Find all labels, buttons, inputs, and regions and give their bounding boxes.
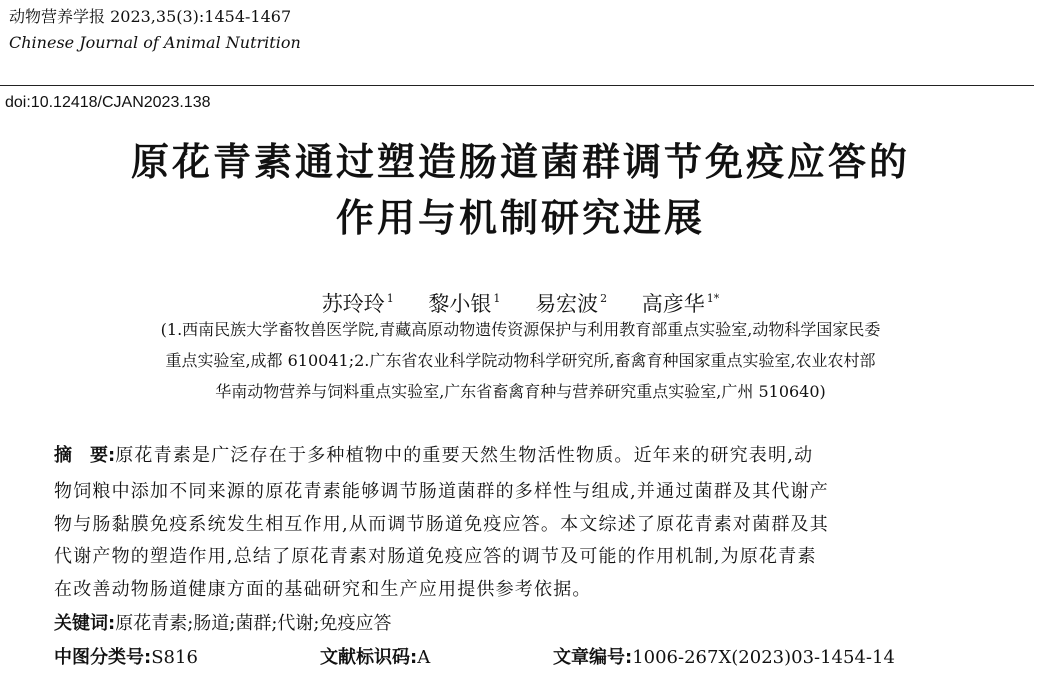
author-affiliation-mark: 2 bbox=[600, 292, 608, 305]
header-rule bbox=[0, 85, 1034, 86]
author bbox=[428, 285, 500, 318]
affiliation-line-1: (1.西南民族大学畜牧兽医学院,青藏高原动物遗传资源保护与利用教育部重点实验室,动物科学国家民委 bbox=[160, 320, 881, 339]
document-code-value: A bbox=[417, 647, 431, 668]
abstract-line-3: 物与肠黏膜免疫系统发生相互作用,从而调节肠道免疫应答。本文综述了原花青素对菌群及其 bbox=[54, 514, 829, 535]
article-number-value: 1006-267X(2023)03-1454-14 bbox=[632, 647, 895, 668]
journal-name-cn: 动物营养学报 2023,35(3):1454-1467 bbox=[9, 7, 292, 26]
author-list bbox=[0, 285, 1041, 318]
author bbox=[642, 285, 720, 318]
doi: doi:10.12418/CJAN2023.138 bbox=[5, 94, 211, 111]
abstract-text: 原花青素是广泛存在于多种植物中的重要天然生物活性物质。近年来的研究表明,动 bbox=[115, 445, 814, 466]
document-code bbox=[320, 646, 430, 670]
author-affiliation-mark: 1* bbox=[706, 292, 720, 305]
clc-number bbox=[54, 646, 198, 670]
journal-name-en: Chinese Journal of Animal Nutrition bbox=[9, 33, 301, 52]
author-affiliation-mark: 1 bbox=[386, 292, 394, 305]
author-name: 高彦华 bbox=[641, 292, 705, 316]
keywords-label: 关键词: bbox=[54, 613, 116, 634]
abstract-line-5: 在改善动物肠道健康方面的基础研究和生产应用提供参考依据。 bbox=[54, 579, 592, 600]
author-name: 黎小银 bbox=[428, 292, 492, 316]
author-name: 易宏波 bbox=[535, 292, 599, 316]
keywords-value: 原花青素;肠道;菌群;代谢;免疫应答 bbox=[115, 613, 392, 634]
author bbox=[535, 285, 607, 318]
keywords bbox=[54, 612, 391, 636]
affiliation-line-2: 重点实验室,成都 610041;2.广东省农业科学院动物科学研究所,畜禽育种国家重点实验室,农业农村部 bbox=[165, 351, 876, 370]
author-affiliation-mark: 1 bbox=[493, 292, 501, 305]
author bbox=[322, 285, 394, 318]
document-code-label: 文献标识码: bbox=[320, 647, 418, 668]
title-line-2: 作用与机制研究进展 bbox=[335, 196, 705, 240]
article-number-label: 文章编号: bbox=[553, 647, 633, 668]
abstract-line-2: 物饲粮中添加不同来源的原花青素能够调节肠道菌群的多样性与组成,并通过菌群及其代谢产 bbox=[54, 481, 829, 502]
abstract-line-4: 代谢产物的塑造作用,总结了原花青素对肠道免疫应答的调节及可能的作用机制,为原花青素 bbox=[54, 546, 817, 567]
abstract-label: 摘 要: bbox=[54, 445, 116, 466]
abstract-line-1 bbox=[54, 444, 988, 468]
title-line-1: 原花青素通过塑造肠道菌群调节免疫应答的 bbox=[130, 140, 910, 184]
affiliation-line-3: 华南动物营养与饲料重点实验室,广东省畜禽育种与营养研究重点实验室,广州 510640) bbox=[215, 382, 826, 401]
author-name: 苏玲玲 bbox=[321, 292, 385, 316]
clc-value: S816 bbox=[151, 647, 198, 668]
clc-label: 中图分类号: bbox=[54, 647, 152, 668]
article-number bbox=[553, 646, 895, 670]
